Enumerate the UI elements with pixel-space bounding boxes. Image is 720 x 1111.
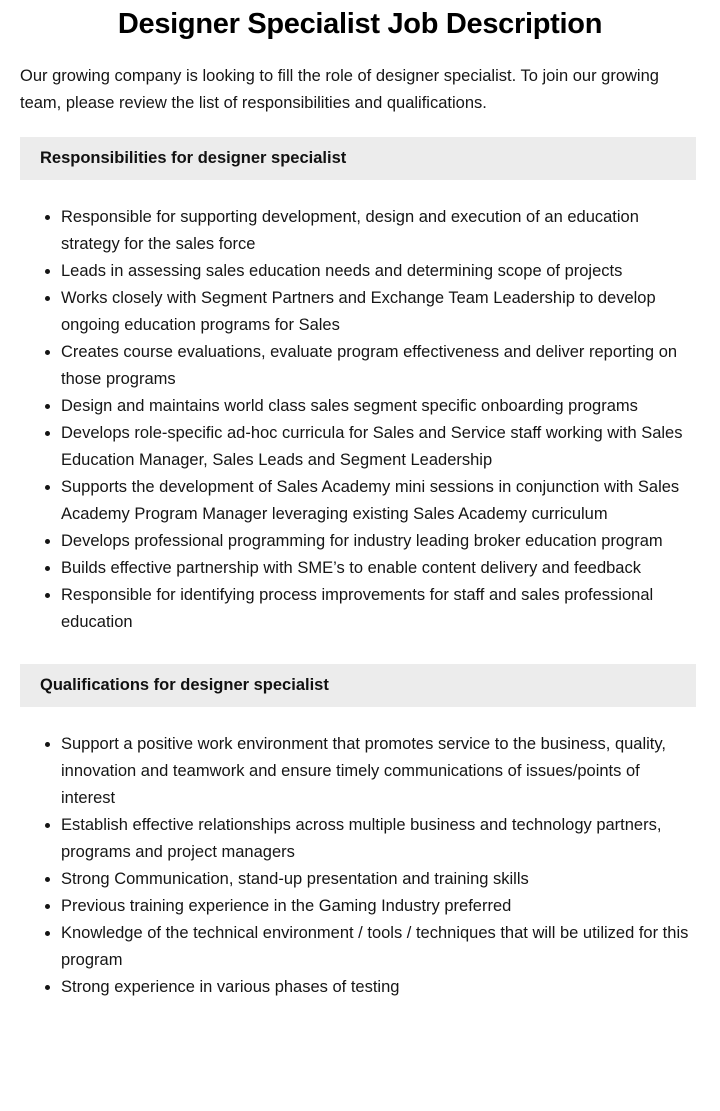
list-item: • Supports the development of Sales Academy mini sessions in conjunction with Sales Academy Program Manager leveraging existing Sales Academy curriculum bbox=[61, 474, 698, 528]
list-item: • Previous training experience in the Gaming Industry preferred bbox=[61, 893, 698, 920]
list-item: • Develops professional programming for industry leading broker education program bbox=[61, 528, 698, 555]
list-item: • Builds effective partnership with SME’s to enable content delivery and feedback bbox=[61, 555, 698, 582]
responsibilities-section-header: Responsibilities for designer specialist bbox=[20, 137, 696, 180]
list-item: • Responsible for supporting development, design and execution of an education strategy for the sales force bbox=[61, 204, 698, 258]
list-item: • Leads in assessing sales education needs and determining scope of projects bbox=[61, 258, 698, 285]
qualifications-list bbox=[20, 731, 698, 1001]
list-item: • Design and maintains world class sales segment specific onboarding programs bbox=[61, 393, 698, 420]
list-item: • Strong Communication, stand-up presentation and training skills bbox=[61, 866, 698, 893]
responsibilities-list bbox=[20, 204, 698, 636]
list-item: • Support a positive work environment that promotes service to the business, quality, innovation and teamwork and ensure timely communications of issues/points of interest bbox=[61, 731, 698, 812]
qualifications-section-header: Qualifications for designer specialist bbox=[20, 664, 696, 707]
list-item: • Strong experience in various phases of testing bbox=[61, 974, 698, 1001]
list-item: • Creates course evaluations, evaluate program effectiveness and deliver reporting on those programs bbox=[61, 339, 698, 393]
list-item: • Works closely with Segment Partners and Exchange Team Leadership to develop ongoing education programs for Sales bbox=[61, 285, 698, 339]
intro-paragraph: Our growing company is looking to fill the role of designer specialist. To join our growing team, please review the list of responsibilities and qualifications. bbox=[20, 67, 659, 112]
list-item: • Develops role-specific ad-hoc curricula for Sales and Service staff working with Sales Education Manager, Sales Leads and Segment Leadership bbox=[61, 420, 698, 474]
list-item: • Establish effective relationships across multiple business and technology partners, programs and project managers bbox=[61, 812, 698, 866]
list-item: • Responsible for identifying process improvements for staff and sales professional education bbox=[61, 582, 698, 636]
page-title: Designer Specialist Job Description bbox=[117, 8, 603, 40]
list-item: • Knowledge of the technical environment / tools / techniques that will be utilized for this program bbox=[61, 920, 698, 974]
